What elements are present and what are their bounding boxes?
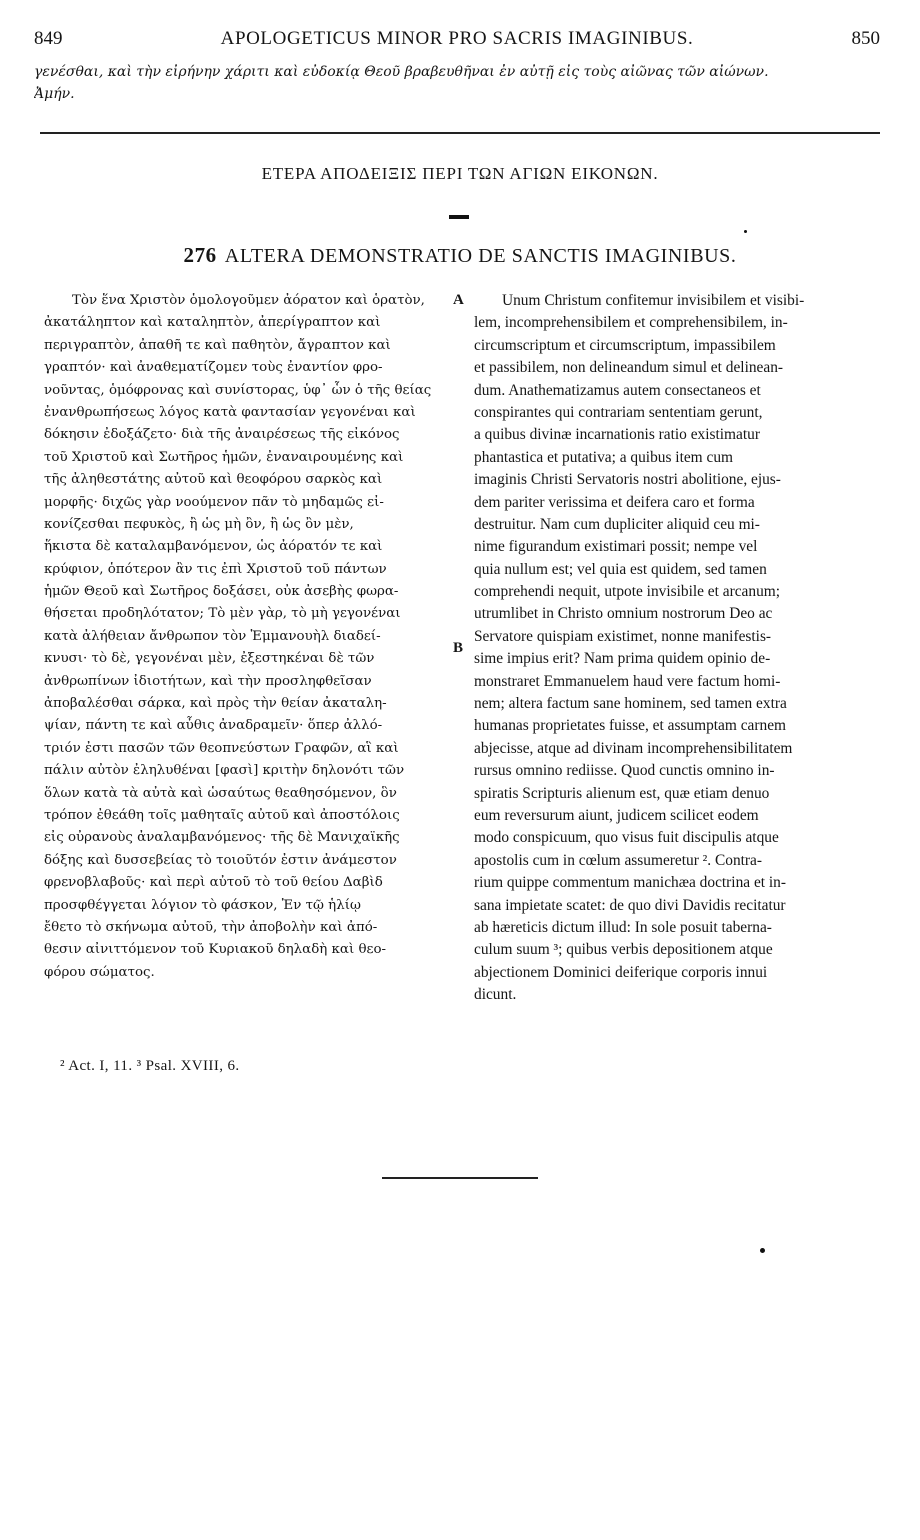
latin-text-line: abjectionem Dominici deiferique corporis innui [474,963,768,981]
page-number-right: 850 [851,28,880,49]
greek-text-line: προσφθέγγεται λόγιον τὸ φάσκον, Ἐν τῷ ἡλίῳ [44,897,361,913]
greek-text-line: πάλιν αὐτὸν ἐληλυθέναι [φασὶ] κριτὴν δηλονότι τῶν [44,763,405,779]
end-rule [382,1177,538,1179]
latin-text-line: abjecisse, atque ad divinam incomprehensibilitatem [474,739,793,757]
latin-text-line: nem; altera factum sane hominem, sed tamen extra [474,695,787,713]
greek-text-line: θεσιν αἰνιττόμενον τοῦ Κυριακοῦ δηλαδὴ καὶ θεο- [44,942,387,958]
footnote: ² Act. I, 11. ³ Psal. XVIII, 6. [60,1058,240,1074]
latin-text-line: sana impietate scatet: de quo divi Davidis recitatur [474,896,786,914]
greek-text-line: κρύφιον, ὁπότερον ἂν τις ἐπὶ Χριστοῦ τοῦ πάντων [44,561,387,577]
continuation-line: γενέσθαι, καὶ τὴν εἰρήνην χάριτι καὶ εὐδοκίᾳ Θεοῦ βραβευθῆναι ἐν αὐτῇ εἰς τοὺς αἰῶνας τῶν αἰώνων. [34,64,769,80]
latin-section-heading [0,243,920,268]
latin-text-line: quia nullum est; vel quia est quidem, sed tamen [474,560,767,578]
greek-text-line: τῆς ἀληθεστάτης αὐτοῦ καὶ θεοφόρου σαρκὸς καὶ [44,472,383,488]
print-speck [760,1248,765,1253]
greek-text-line: ψίαν, πάντη τε καὶ αὖθις ἀναδραμεῖν· ὅπερ ἀλλό- [44,718,383,734]
latin-heading-title: ALTERA DEMONSTRATIO DE SANCTIS IMAGINIBUS. [224,245,737,267]
latin-text-line: ab hæreticis dictum illud: In sole posuit taberna- [474,918,772,936]
section-divider [40,132,880,134]
print-speck [744,230,747,233]
latin-text-line: Unum Christum confitemur invisibilem et visibi- [502,292,805,309]
running-header [34,28,880,56]
latin-text-line: utrumlibet in Christo omnium nostrorum Deo ac [474,605,773,623]
greek-text-line: θήσεται προδηλότατον; Τὸ μὲν γὰρ, τὸ μὴ γεγονέναι [44,606,401,622]
continuation-text [34,62,884,107]
margin-marker-b: B [453,640,464,656]
latin-text-line: apostolis cum in cœlum assumeretur ². Contra- [474,851,763,869]
latin-text-line: rursus omnino rediisse. Quod cunctis omnino in- [474,762,775,780]
latin-text-line: eum reversurum aiunt, judicem scilicet eodem [474,806,759,824]
greek-text-line: μορφῆς· διχῶς γὰρ νοούμενον πᾶν τὸ μηδαμῶς εἰ- [44,494,384,510]
greek-text-line: νοῦντας, ὁμόφρονας καὶ συνίστορας, ὑφ᾽ ὧν ὁ τῆς θείας [44,382,432,398]
latin-text-line: imaginis Christi Servatoris nostri abolitione, ejus- [474,471,781,489]
greek-text-line: δόκησιν ἐδοξάζετο· διὰ τῆς ἀναιρέσεως τῆς εἰκόνος [44,427,400,443]
greek-text-line: φρενοβλαβοῦς· καὶ περὶ αὐτοῦ τὸ τοῦ θείου Δαβὶδ [44,875,383,891]
latin-column [474,290,884,1007]
latin-text-line: comprehendi nequit, utpote invisibile et arcanum; [474,583,781,601]
greek-text-line: τριόν ἐστι πασῶν τῶν θεοπνεύστων Γραφῶν, αἳ καὶ [44,740,399,756]
greek-text-line: τοῦ Χριστοῦ καὶ Σωτῆρος ἡμῶν, ἐναναιρουμένης καὶ [44,449,404,465]
latin-text-line: a quibus divinæ incarnationis ratio existimatur [474,426,760,444]
greek-text-line: ἔθετο τὸ σκήνωμα αὐτοῦ, τὴν ἀποβολὴν καὶ ἀπό- [44,919,378,935]
greek-text-line: ἐνανθρωπήσεως λόγος κατὰ φαντασίαν γεγονέναι καὶ [44,404,416,420]
latin-text-line: phantastica et putativa; a quibus item cum [474,448,734,466]
column-number: 276 [183,243,217,267]
greek-text-line: ἀκατάληπτον καὶ καταληπτὸν, ἀπερίγραπτον καὶ [44,315,381,331]
latin-text-line: circumscriptum et circumscriptum, impassibilem [474,336,776,354]
latin-text-line: dum. Anathematizamus autem consectaneos et [474,381,761,399]
greek-text-line: δόξης καὶ δυσσεβείας τὸ τοιοῦτόν ἐστιν ἀνάμεστον [44,852,397,868]
latin-text-line: humanas proprietates fuisse, et assumptam carnem [474,717,786,735]
heading-dash [449,215,469,219]
latin-text-line: modo conspicuum, quo visus fuit discipulis atque [474,829,779,847]
greek-text-line: ἀνθρωπίνων ἰδιοτήτων, καὶ τὴν προσληφθεῖσαν [44,673,372,689]
greek-text-line: περιγραπτὸν, ἀπαθῆ τε καὶ παθητὸν, ἄγραπτον καὶ [44,337,391,353]
latin-text-line: rium quippe commentum manichæa doctrina et in- [474,874,787,892]
greek-column [44,290,446,984]
latin-text-line: conspirantes qui contrariam sententiam gerunt, [474,403,763,421]
greek-text-line: κνυσι· τὸ δὲ, γεγονέναι μὲν, ἐξεστηκέναι δὲ τῶν [44,651,375,667]
margin-marker-a: A [453,292,464,308]
greek-text-line: ἀποβαλέσθαι σάρκα, καὶ πρὸς τὴν θείαν ἀκαταλη- [44,696,387,712]
greek-text-line: κατὰ ἀλήθειαν ἄνθρωπον τὸν Ἐμμανουὴλ διαδεί- [44,628,381,644]
continuation-line: Ἀμήν. [34,86,75,103]
greek-text-line: ὅλων κατὰ τὰ αὐτὰ καὶ ὡσαύτως θεαθησόμενον, ὃν [44,785,397,801]
latin-text-line: spiratis Scripturis alienum est, quæ etiam denuo [474,784,770,802]
latin-text-line: sime impius erit? Nam prima quidem opinio de- [474,650,771,668]
greek-text-line: ἡμῶν Θεοῦ καὶ Σωτῆρος δοξάσει, οὐκ ἀσεβὴς φωρα- [44,584,399,600]
greek-text-line: τρόπον ἐθεάθη τοῖς μαθηταῖς αὐτοῦ καὶ ἀποστόλοις [44,807,400,823]
latin-text-line: et passibilem, non delineandum simul et delinean- [474,359,784,377]
latin-text-line: lem, incomprehensibilem et comprehensibilem, in- [474,314,788,332]
greek-text-line: εἰς οὐρανοὺς ἀναλαμβανόμενος· τῆς δὲ Μανιχαϊκῆς [44,830,400,846]
running-title: APOLOGETICUS MINOR PRO SACRIS IMAGINIBUS. [220,28,694,49]
greek-text-line: κονίζεσθαι πεφυκὸς, ἢ ὡς μὴ ὂν, ἢ ὡς ὂν μὲν, [44,516,354,532]
latin-text-line: nime figurandum existimari possit; nempe vel [474,538,758,556]
page-number-left: 849 [34,28,63,49]
latin-text-line: dicunt. [474,986,517,1004]
greek-text-line: Τὸν ἕνα Χριστὸν ὁμολογοῦμεν ἀόρατον καὶ ὁρατὸν, [72,293,425,308]
greek-text-line: ἥκιστα δὲ καταλαμβανόμενον, ὡς ἀόρατόν τε καὶ [44,539,383,555]
latin-text-line: dem pariter verissima et deifera caro et forma [474,493,755,511]
latin-text-line: culum suum ³; quibus verbis depositionem atque [474,941,773,959]
latin-text-line: monstraret Emmanuelem haud vere factum homi- [474,672,781,690]
latin-text-line: destruitur. Nam cum dupliciter aliquid ceu mi- [474,515,760,533]
latin-text-line: Servatore quispiam existimet, nonne manifestis- [474,627,772,645]
greek-text-line: φόρου σώματος. [44,964,155,980]
greek-section-heading: ΕΤΕΡΑ ΑΠΟΔΕΙΞΙΣ ΠΕΡΙ ΤΩΝ ΑΓΙΩΝ ΕΙΚΟΝΩΝ. [261,164,659,183]
greek-text-line: γραπτόν· καὶ ἀναθεματίζομεν τοὺς ἐναντίον φρο- [44,360,383,376]
